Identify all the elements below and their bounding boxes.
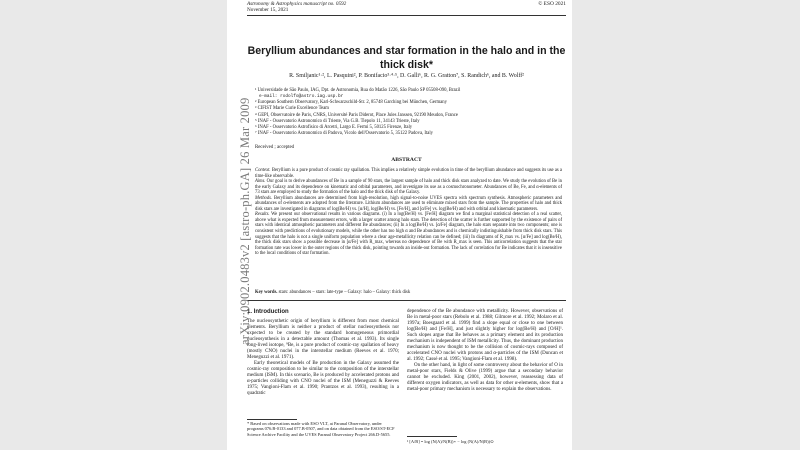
paper-page	[227, 0, 572, 450]
affiliation-item: ¹ Universidade de São Paulo, IAG, Dpt. de Astronomia, Rua do Matão 1226, São Paulo SP 05508-090, Brazil	[255, 88, 461, 93]
affiliation-item: ⁷ INAF - Osservatorio Astronomico di Padova, Vicolo dell'Osservatorio 5, 35122 Padova, Italy	[255, 131, 433, 137]
keywords	[255, 290, 562, 295]
column-right	[407, 309, 563, 393]
affiliations	[255, 88, 564, 137]
manuscript-date: November 15, 2021	[247, 7, 289, 14]
footnote-1: ¹ [A/B] = log (N(A)/N(B))⋆ − log (N(A)/N(B))⊙	[407, 439, 494, 444]
body-paragraph: On the other hand, in light of some controversy about the behavior of O in metal-poor stars, Fields & Olive (1999) argue that a secondary behavior cannot be excluded. King (2001, 2002), however, reassessing data of different oxygen indicators, as well as data for other α-elements, show that a metal-poor primary mechanism is necessary to explain the observations.	[407, 363, 563, 392]
affiliation-item: ⁵ INAF - Osservatorio Astronomico di Trieste, Via G.B. Tiepolo 11, 34143 Trieste, Italy	[255, 118, 420, 124]
journal-line: Astronomy & Astrophysics manuscript no. 0592	[247, 1, 347, 7]
affiliation-item: ⁶ INAF - Osservatorio Astrofisico di Arcetri, Largo E. Fermi 5, 50125 Firenze, Italy	[255, 124, 413, 130]
footnote-rule	[247, 419, 297, 420]
received-line: Received ; accepted	[255, 145, 295, 150]
affiliation-item: ³ CIFIST Marie Curie Excellence Team	[255, 106, 329, 112]
abstract-rule	[247, 300, 566, 301]
affiliation-item: ⁴ GEPI, Observatoire de Paris, CNRS, Université Paris Diderot, Place Jules Janssen, 92190 Meudon, France	[255, 112, 458, 118]
keywords-label: Key words.	[255, 290, 278, 295]
abstract-results: Results. We present our observational results in various diagrams. (i) In a log(Be/H) vs. [Fe/H] diagram we find a marginal statistical detection of a real scatter, above what is expected from measurement errors, with a larger scatter among halo stars. The detection of the scatter is further supported by the existence of pairs of stars with identical atmospheric parameters and different Be abundances; (ii) In a log(Be/H) vs. [α/Fe] diagram, the halo stars separate into two components; one is consistent with predictions of evolutionary models, while the other has too high α and Be abundances and is chemically indistinguishable from thick disk stars. This suggests that the halo is not a single uniform population where a clear age-metallicity relation can be defined; (iii) In diagrams of R_max vs. [α/Fe] and log(Be/H), the thick disk stars show a possible decrease in [α/Fe] with R_max, whereas no dependence of Be with R_max is seen. This anticorrelation suggests that the star formation rate was lower in the outer regions of the thick disk, pointing towards an inside-out formation. The lack of correlation for Be indicates that it is insensitive to the local conditions of star formation.	[255, 212, 562, 257]
abstract-context: Context. Beryllium is a pure product of cosmic ray spallation. This implies a relatively simple evolution in time of the beryllium abundance and suggests its use as a time-like observable.	[255, 168, 562, 179]
header-rule	[247, 15, 566, 16]
paper-title: Beryllium abundances and star formation in the halo and in the thick disk*	[247, 45, 566, 71]
column-left	[247, 309, 399, 397]
keywords-list: stars: abundances – stars: late-type – Galaxy: halo – Galaxy: thick disk	[277, 290, 411, 295]
footnote-star: * Based on observations made with ESO VLT, at Paranal Observatory, under programs 076.B-0133 and 077.B-0507, and on data obtained from the ESO/ST-ECF Science Archive Facility and the UVES Paranal Observatory Project 266.D-5655.	[247, 421, 395, 437]
body-paragraph: The nucleosynthetic origin of beryllium is different from most chemical elements. Beryllium is neither a product of stellar nucleosynthesis nor expected to be created by the standard homogeneous primordial nucleosynthesis in a detectable amount (Thomas et al. 1993). Its single long-lived isotope, ⁹Be, is a pure product of cosmic-ray spallation of heavy (mostly CNO) nuclei in the interstellar medium (Reeves et al. 1970; Meneguzzi et al. 1971).	[247, 319, 399, 360]
body-paragraph: Early theoretical models of Be production in the Galaxy assumed the cosmic-ray composition to be similar to the composition of the interstellar medium (ISM). In this scenario, Be is produced by accelerated protons and α-particles colliding with CNO nuclei of the ISM (Meneguzzi & Reeves 1975; Vangioni-Flam et al. 1990; Prantzos et al. 1993), resulting in a quadratic	[247, 361, 399, 396]
affiliation-email: e-mail: rodolfo@astro.iag.usp.br	[259, 94, 344, 100]
abstract-aims: Aims. Our goal is to derive abundances of Be in a sample of 90 stars, the largest sample of halo and thick disk stars analyzed to date. We study the evolution of Be in the early Galaxy and its dependence on kinematic and orbital parameters, and investigate its use as a cosmochronometer. Abundances of Be, Fe, and α-elements of 73 stars are employed to study the formation of the halo and the thick disk of the Galaxy.	[255, 179, 562, 196]
footnote-rule	[407, 436, 457, 437]
arxiv-stamp: arXiv:0902.0483v2 [astro-ph.GA] 26 Mar 2009	[238, 97, 252, 345]
abstract-body	[255, 168, 562, 257]
abstract-methods: Methods. Beryllium abundances are determined from high-resolution, high signal-to-noise UVES spectra with spectrum synthesis. Atmospheric parameters and abundances of α-elements are adopted from the literature. Lithium abundances are used to eliminate mixed stars from the sample. The properties of halo and thick disk stars are investigated in diagrams of log(Be/H) vs. [α/H], log(Be/H) vs. [Fe/H], and [α/Fe] vs. log(Be/H) and with orbital and kinematic parameters.	[255, 195, 562, 212]
author-list: R. Smiljanic¹·², L. Pasquini², P. Bonifacio³·⁴·⁵, D. Galli⁶, R. G. Gratton⁷, S. Randich⁶, and B. Wolff²	[289, 73, 524, 79]
affiliation-item: ² European Southern Observatory, Karl-Schwarzschild-Str. 2, 85748 Garching bei München, Germany	[255, 100, 447, 106]
abstract-heading: ABSTRACT	[391, 157, 422, 163]
copyright-notice: © ESO 2021	[538, 1, 566, 7]
running-header	[247, 1, 346, 14]
section-heading: 1. Introduction	[247, 309, 289, 315]
body-paragraph: dependence of the Be abundance with metallicity. However, observations of Be in metal-poor stars (Rebolo et al. 1988; Gilmore et al. 1992; Molaro et al. 1997a; Boesgaard et al. 1999) find a slope equal or close to one between log(Be/H) and [Fe/H], and just slightly higher for log(Be/H) and [O/H]¹. Such slopes argue that Be behaves as a primary element and its production mechanism is independent of ISM metallicity. Thus, the dominant production mechanism is now thought to be the collision of cosmic-rays composed of accelerated CNO nuclei with protons and α-particles of the ISM (Duncan et al. 1992; Cassé et al. 1995; Vangioni-Flam et al. 1998).	[407, 309, 563, 362]
